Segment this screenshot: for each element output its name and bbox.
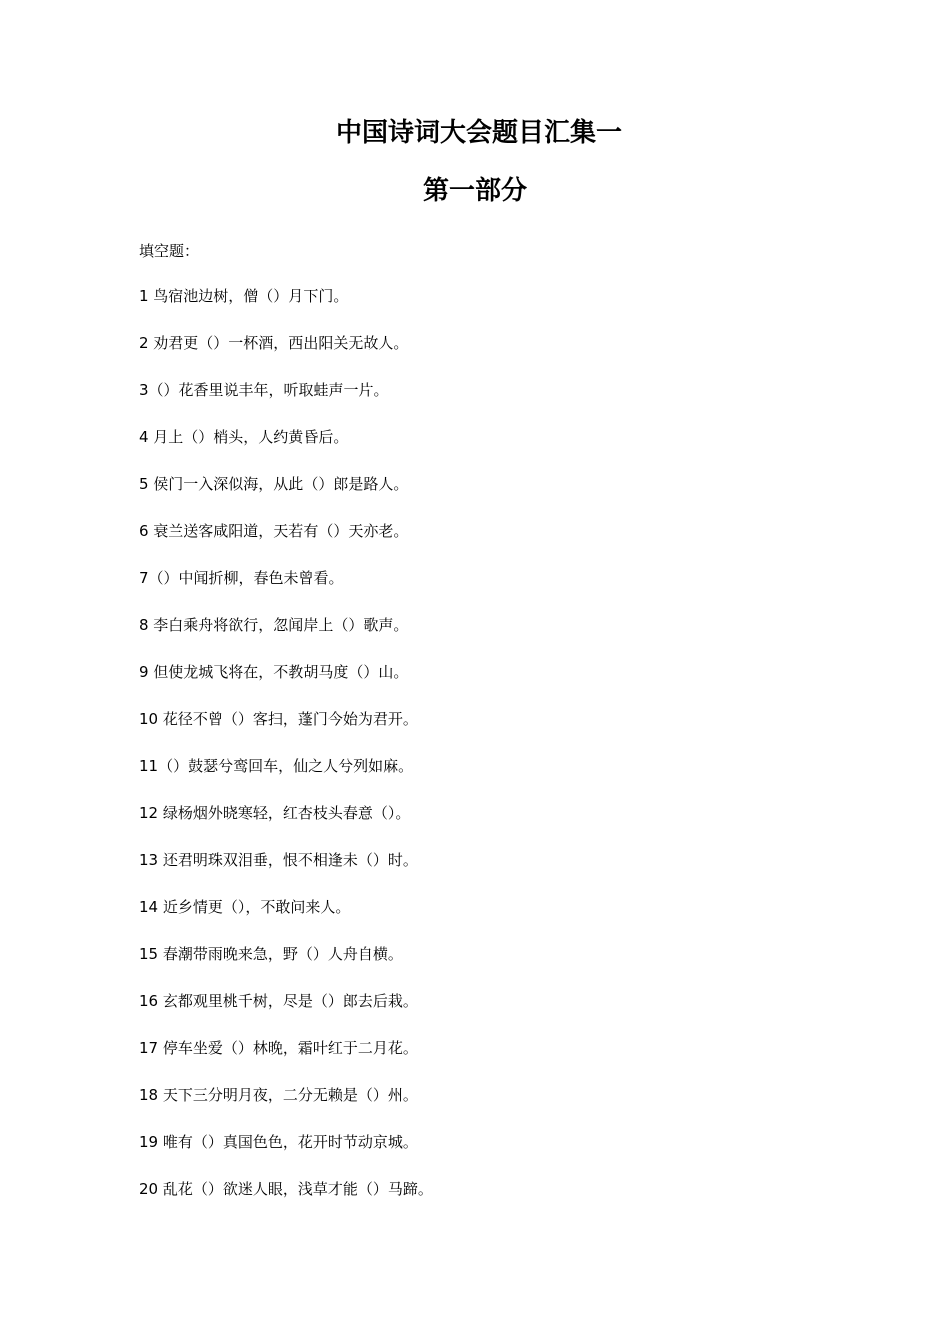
document-title: 中国诗词大会题目汇集一 (335, 118, 622, 148)
question-item: 19 唯有（）真国色色，花开时节动京城。 (139, 1133, 418, 1151)
question-item: 15 春潮带雨晚来急，野（）人舟自横。 (139, 945, 403, 963)
document-subtitle: 第一部分 (422, 176, 527, 206)
question-item: 4 月上（）梢头，人约黄昏后。 (139, 428, 349, 446)
question-item: 8 李白乘舟将欲行，忽闻岸上（）歌声。 (139, 616, 409, 634)
question-item: 14 近乡情更（），不敢问来人。 (139, 898, 351, 916)
question-item: 2 劝君更（）一杯酒，西出阳关无故人。 (139, 334, 409, 352)
question-item: 7（）中闻折柳，春色未曾看。 (139, 569, 344, 587)
question-item: 11（）鼓瑟兮鸾回车，仙之人兮列如麻。 (139, 757, 414, 775)
question-item: 10 花径不曾（）客扫，蓬门今始为君开。 (139, 710, 418, 728)
question-item: 17 停车坐爱（）林晚，霜叶红于二月花。 (139, 1039, 418, 1057)
question-list (139, 285, 433, 1225)
question-item: 6 衰兰送客咸阳道，天若有（）天亦老。 (139, 522, 409, 540)
section-label: 填空题： (139, 242, 200, 260)
question-item: 9 但使龙城飞将在，不教胡马度（）山。 (139, 663, 409, 681)
question-item: 13 还君明珠双泪垂，恨不相逢未（）时。 (139, 851, 418, 869)
question-item: 12 绿杨烟外晓寒轻，红杏枝头春意（）。 (139, 804, 411, 822)
question-item: 16 玄都观里桃千树，尽是（）郎去后栽。 (139, 992, 418, 1010)
question-item: 3（）花香里说丰年，听取蛙声一片。 (139, 381, 389, 399)
question-item: 5 侯门一入深似海，从此（）郎是路人。 (139, 475, 409, 493)
question-item: 18 天下三分明月夜，二分无赖是（）州。 (139, 1086, 418, 1104)
question-item: 20 乱花（）欲迷人眼，浅草才能（）马蹄。 (139, 1180, 433, 1198)
question-item: 1 鸟宿池边树，僧（）月下门。 (139, 287, 349, 305)
